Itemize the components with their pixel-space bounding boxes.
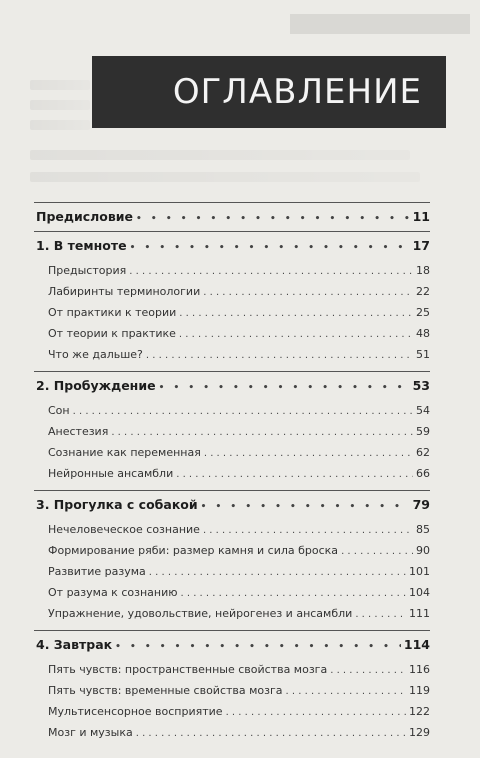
leader-dots bbox=[130, 232, 410, 262]
toc-page: 101 bbox=[409, 565, 430, 578]
toc-page: 66 bbox=[416, 467, 430, 480]
bleed-through bbox=[30, 150, 410, 160]
leader-dots bbox=[149, 561, 406, 583]
leader-dots bbox=[286, 680, 406, 702]
toc-page: 104 bbox=[409, 586, 430, 599]
toc-section[interactable] bbox=[34, 701, 430, 722]
toc-chapter-2[interactable] bbox=[34, 372, 430, 400]
leader-dots bbox=[203, 519, 413, 541]
toc-section[interactable] bbox=[34, 561, 430, 582]
leader-dots bbox=[136, 203, 410, 233]
toc-title: Формирование ряби: размер камня и сила броска bbox=[48, 544, 339, 557]
toc-title: Предисловие bbox=[36, 209, 134, 224]
toc-title: Упражнение, удовольствие, нейрогенез и ансамбли bbox=[48, 607, 353, 620]
leader-dots bbox=[226, 701, 406, 723]
toc-title: Анестезия bbox=[48, 425, 109, 438]
leader-dots bbox=[355, 603, 406, 625]
toc-page: 18 bbox=[416, 264, 430, 277]
toc-section[interactable] bbox=[34, 344, 430, 365]
toc-page: 51 bbox=[416, 348, 430, 361]
toc-title: Лабиринты терминологии bbox=[48, 285, 201, 298]
header-bar bbox=[92, 56, 446, 128]
toc-title: От разума к сознанию bbox=[48, 586, 178, 599]
toc-section[interactable] bbox=[34, 603, 430, 624]
toc-preface[interactable] bbox=[34, 203, 430, 231]
toc-title: Нейронные ансамбли bbox=[48, 467, 174, 480]
toc-title: 3. Прогулка с собакой bbox=[36, 497, 198, 512]
toc-page: 53 bbox=[412, 378, 430, 393]
bleed-through bbox=[30, 100, 90, 110]
toc-section[interactable] bbox=[34, 421, 430, 442]
toc-page: 48 bbox=[416, 327, 430, 340]
toc-section[interactable] bbox=[34, 323, 430, 344]
toc-section[interactable] bbox=[34, 680, 430, 701]
toc-page: 62 bbox=[416, 446, 430, 459]
leader-dots bbox=[129, 260, 413, 282]
toc-page: 116 bbox=[409, 663, 430, 676]
leader-dots bbox=[176, 463, 413, 485]
bleed-through bbox=[30, 172, 420, 182]
leader-dots bbox=[180, 582, 406, 604]
bleed-through bbox=[30, 80, 90, 90]
toc-title: Сознание как переменная bbox=[48, 446, 201, 459]
leader-dots bbox=[201, 491, 410, 521]
toc-title: Мозг и музыка bbox=[48, 726, 133, 739]
toc-section[interactable] bbox=[34, 302, 430, 323]
toc-section[interactable] bbox=[34, 722, 430, 743]
toc-section[interactable] bbox=[34, 519, 430, 540]
page-title: ОГЛАВЛЕНИЕ bbox=[172, 72, 422, 112]
table-of-contents bbox=[34, 202, 430, 743]
toc-page: 111 bbox=[409, 607, 430, 620]
leader-dots bbox=[115, 631, 401, 661]
toc-title: От теории к практике bbox=[48, 327, 176, 340]
toc-title: Нечеловеческое сознание bbox=[48, 523, 200, 536]
toc-page: 122 bbox=[409, 705, 430, 718]
toc-chapter-1[interactable] bbox=[34, 232, 430, 260]
toc-page: 119 bbox=[409, 684, 430, 697]
leader-dots bbox=[179, 302, 413, 324]
toc-page: 22 bbox=[416, 285, 430, 298]
leader-dots bbox=[159, 372, 410, 402]
leader-dots bbox=[330, 659, 406, 681]
leader-dots bbox=[203, 281, 413, 303]
toc-page: 17 bbox=[412, 238, 430, 253]
toc-page: 79 bbox=[412, 497, 430, 512]
toc-page: 25 bbox=[416, 306, 430, 319]
leader-dots bbox=[73, 400, 413, 422]
toc-section[interactable] bbox=[34, 260, 430, 281]
leader-dots bbox=[111, 421, 413, 443]
toc-page: 85 bbox=[416, 523, 430, 536]
toc-title: От практики к теории bbox=[48, 306, 177, 319]
toc-title: Предыстория bbox=[48, 264, 127, 277]
page-edge-shadow bbox=[290, 14, 470, 34]
toc-section[interactable] bbox=[34, 442, 430, 463]
toc-section[interactable] bbox=[34, 463, 430, 484]
leader-dots bbox=[341, 540, 413, 562]
toc-page: 59 bbox=[416, 425, 430, 438]
toc-section[interactable] bbox=[34, 281, 430, 302]
toc-chapter-4[interactable] bbox=[34, 631, 430, 659]
toc-title: Пять чувств: пространственные свойства мозга bbox=[48, 663, 328, 676]
toc-title: 2. Пробуждение bbox=[36, 378, 156, 393]
toc-section[interactable] bbox=[34, 659, 430, 680]
toc-title: Развитие разума bbox=[48, 565, 146, 578]
toc-page: 11 bbox=[412, 209, 430, 224]
toc-section[interactable] bbox=[34, 400, 430, 421]
toc-chapter-3[interactable] bbox=[34, 491, 430, 519]
toc-page: 129 bbox=[409, 726, 430, 739]
toc-title: 1. В темноте bbox=[36, 238, 127, 253]
leader-dots bbox=[146, 344, 413, 366]
toc-section[interactable] bbox=[34, 582, 430, 603]
toc-section[interactable] bbox=[34, 540, 430, 561]
toc-page: 114 bbox=[403, 637, 430, 652]
bleed-through bbox=[30, 120, 90, 130]
toc-page: 90 bbox=[416, 544, 430, 557]
toc-title: 4. Завтрак bbox=[36, 637, 113, 652]
toc-title: Сон bbox=[48, 404, 70, 417]
toc-title: Пять чувств: временные свойства мозга bbox=[48, 684, 283, 697]
leader-dots bbox=[136, 722, 406, 744]
toc-page: 54 bbox=[416, 404, 430, 417]
leader-dots bbox=[179, 323, 413, 345]
leader-dots bbox=[204, 442, 413, 464]
toc-title: Мультисенсорное восприятие bbox=[48, 705, 223, 718]
toc-title: Что же дальше? bbox=[48, 348, 143, 361]
